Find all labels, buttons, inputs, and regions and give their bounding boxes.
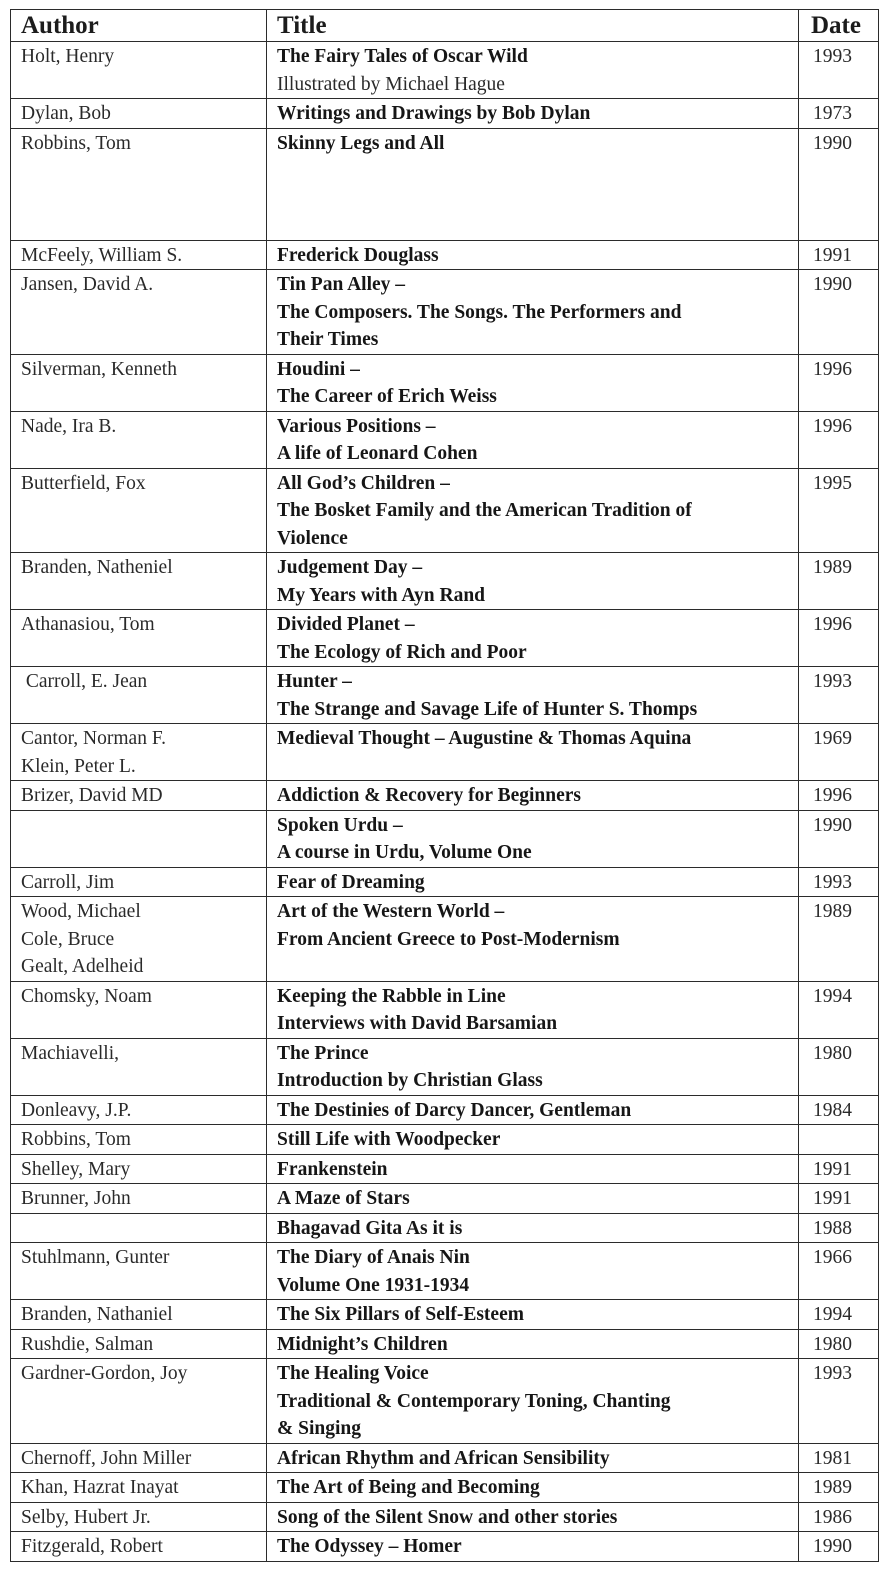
date-cell: 1991 xyxy=(799,1184,879,1214)
table-row xyxy=(11,1300,879,1330)
author-name: Robbins, Tom xyxy=(21,1129,131,1150)
title-cell xyxy=(267,1213,799,1243)
book-title: The Destinies of Darcy Dancer, Gentleman xyxy=(277,1099,632,1121)
author-cell xyxy=(11,354,267,411)
author-cell xyxy=(11,1038,267,1095)
author-name: Selby, Hubert Jr. xyxy=(21,1506,151,1528)
author-name: Cole, Bruce xyxy=(21,928,115,950)
book-title: The Prince xyxy=(277,1042,369,1064)
book-title: Judgement Day – xyxy=(277,557,423,578)
table-row xyxy=(11,1443,879,1473)
title-cell xyxy=(267,1443,799,1473)
title-cell xyxy=(267,1329,799,1359)
book-title: African Rhythm and African Sensibility xyxy=(277,1447,610,1469)
table-row xyxy=(11,724,879,781)
table-row xyxy=(11,1038,879,1095)
date-cell: 1996 xyxy=(799,781,879,811)
date-cell: 1989 xyxy=(799,897,879,982)
book-subtitle: The Strange and Savage Life of Hunter S. Thomps xyxy=(277,698,698,720)
author-name: Donleavy, J.P. xyxy=(21,1099,132,1121)
header-row xyxy=(11,10,879,42)
author-name: Butterfield, Fox xyxy=(21,472,146,494)
author-cell xyxy=(11,724,267,781)
title-cell xyxy=(267,810,799,867)
table-row xyxy=(11,354,879,411)
book-title: Keeping the Rabble in Line xyxy=(277,985,506,1007)
title-cell xyxy=(267,128,799,240)
author-name: Jansen, David A. xyxy=(21,274,154,295)
title-cell xyxy=(267,724,799,781)
book-subtitle: A life of Leonard Cohen xyxy=(277,443,478,464)
date-cell xyxy=(799,1125,879,1155)
date-cell: 1995 xyxy=(799,468,879,553)
book-subtitle: The Bosket Family and the American Tradition of xyxy=(277,500,692,521)
book-subtitle: Introduction by Christian Glass xyxy=(277,1070,543,1091)
book-title: Still Life with Woodpecker xyxy=(277,1129,501,1150)
title-cell xyxy=(267,354,799,411)
date-cell: 1994 xyxy=(799,981,879,1038)
author-name: McFeely, William S. xyxy=(21,244,183,266)
author-cell xyxy=(11,1329,267,1359)
author-name: Chernoff, John Miller xyxy=(21,1447,192,1469)
date-cell: 1973 xyxy=(799,99,879,129)
table-row xyxy=(11,1095,879,1125)
book-title: Houdini – xyxy=(277,358,360,380)
author-name: Fitzgerald, Robert xyxy=(21,1536,163,1557)
book-title: Fear of Dreaming xyxy=(277,871,425,893)
author-cell xyxy=(11,42,267,99)
table-row xyxy=(11,1359,879,1444)
book-title: Spoken Urdu – xyxy=(277,814,403,836)
date-column-header: Date xyxy=(799,10,879,42)
table-row xyxy=(11,867,879,897)
author-name: Shelley, Mary xyxy=(21,1158,131,1180)
author-name: Gardner-Gordon, Joy xyxy=(21,1363,188,1384)
title-cell xyxy=(267,897,799,982)
table-row xyxy=(11,1213,879,1243)
title-cell xyxy=(267,1473,799,1503)
table-row xyxy=(11,468,879,553)
table-row xyxy=(11,1473,879,1503)
author-name: Dylan, Bob xyxy=(21,103,111,124)
author-cell xyxy=(11,610,267,667)
author-name: Brizer, David MD xyxy=(21,785,163,806)
title-cell xyxy=(267,553,799,610)
date-cell: 1990 xyxy=(799,810,879,867)
book-title: Tin Pan Alley – xyxy=(277,274,406,295)
table-row xyxy=(11,1154,879,1184)
table-body xyxy=(11,42,879,1562)
date-cell: 1991 xyxy=(799,1154,879,1184)
book-list-table xyxy=(10,9,879,1562)
book-subtitle: A course in Urdu, Volume One xyxy=(277,842,532,863)
author-cell xyxy=(11,553,267,610)
book-title: Medieval Thought – Augustine & Thomas Aquina xyxy=(277,728,692,749)
book-subtitle: The Ecology of Rich and Poor xyxy=(277,641,527,663)
title-cell xyxy=(267,1184,799,1214)
table-row xyxy=(11,897,879,982)
book-subtitle: The Career of Erich Weiss xyxy=(277,386,497,407)
author-cell xyxy=(11,1125,267,1155)
date-cell: 1966 xyxy=(799,1243,879,1300)
author-cell xyxy=(11,1154,267,1184)
author-name: Klein, Peter L. xyxy=(21,755,136,777)
book-title: Hunter – xyxy=(277,671,352,692)
table-row xyxy=(11,981,879,1038)
author-cell xyxy=(11,1300,267,1330)
title-cell xyxy=(267,1038,799,1095)
title-cell xyxy=(267,1125,799,1155)
book-subtitle: The Composers. The Songs. The Performers and xyxy=(277,301,682,323)
date-cell: 1993 xyxy=(799,1359,879,1444)
author-name: Brunner, John xyxy=(21,1188,131,1209)
author-cell xyxy=(11,897,267,982)
author-name: Branden, Natheniel xyxy=(21,557,173,578)
book-title: Divided Planet – xyxy=(277,614,415,635)
author-cell xyxy=(11,270,267,355)
date-cell: 1981 xyxy=(799,1443,879,1473)
book-title: The Diary of Anais Nin xyxy=(277,1247,470,1268)
date-cell: 1989 xyxy=(799,553,879,610)
table-row xyxy=(11,1532,879,1562)
table-row xyxy=(11,1125,879,1155)
table-row xyxy=(11,667,879,724)
date-cell: 1990 xyxy=(799,128,879,240)
author-cell xyxy=(11,1243,267,1300)
title-cell xyxy=(267,1243,799,1300)
date-cell: 1990 xyxy=(799,270,879,355)
author-cell xyxy=(11,1359,267,1444)
author-name: Branden, Nathaniel xyxy=(21,1304,173,1325)
illustrator-note: Illustrated by Michael Hague xyxy=(277,73,505,95)
author-cell xyxy=(11,867,267,897)
author-cell xyxy=(11,128,267,240)
author-name: Wood, Michael xyxy=(21,901,141,922)
date-cell: 1991 xyxy=(799,240,879,270)
date-cell: 1996 xyxy=(799,411,879,468)
table-row xyxy=(11,1329,879,1359)
author-name: Gealt, Adelheid xyxy=(21,956,144,977)
title-cell xyxy=(267,99,799,129)
author-column-header: Author xyxy=(11,10,267,42)
author-cell xyxy=(11,240,267,270)
date-cell: 1996 xyxy=(799,354,879,411)
title-cell xyxy=(267,1359,799,1444)
book-title: The Fairy Tales of Oscar Wild xyxy=(277,46,528,67)
author-name: Khan, Hazrat Inayat xyxy=(21,1477,179,1498)
table-row xyxy=(11,42,879,99)
author-name: Machiavelli, xyxy=(21,1042,120,1064)
book-title: Midnight’s Children xyxy=(277,1333,448,1355)
author-name: Chomsky, Noam xyxy=(21,985,152,1007)
date-cell: 1989 xyxy=(799,1473,879,1503)
table-row xyxy=(11,1243,879,1300)
date-cell: 1996 xyxy=(799,610,879,667)
author-cell xyxy=(11,468,267,553)
book-subtitle: From Ancient Greece to Post-Modernism xyxy=(277,928,620,950)
table-row xyxy=(11,270,879,355)
title-cell xyxy=(267,411,799,468)
book-title: Various Positions – xyxy=(277,415,436,437)
date-cell: 1994 xyxy=(799,1300,879,1330)
author-name: Holt, Henry xyxy=(21,46,115,67)
date-cell: 1980 xyxy=(799,1038,879,1095)
book-title: Addiction & Recovery for Beginners xyxy=(277,785,582,806)
date-cell: 1969 xyxy=(799,724,879,781)
title-cell xyxy=(267,867,799,897)
author-cell xyxy=(11,810,267,867)
author-name: Carroll, Jim xyxy=(21,871,115,893)
author-name: Rushdie, Salman xyxy=(21,1333,154,1355)
author-name: Nade, Ira B. xyxy=(21,415,117,437)
title-cell xyxy=(267,781,799,811)
table-row xyxy=(11,810,879,867)
title-cell xyxy=(267,610,799,667)
author-name: Athanasiou, Tom xyxy=(21,614,155,635)
book-title: The Odyssey – Homer xyxy=(277,1536,462,1557)
author-cell xyxy=(11,1184,267,1214)
book-title: Frederick Douglass xyxy=(277,244,439,266)
book-title: All God’s Children – xyxy=(277,472,450,494)
table-row xyxy=(11,99,879,129)
book-subtitle: & Singing xyxy=(277,1418,361,1439)
book-subtitle: Their Times xyxy=(277,329,379,350)
author-name: Carroll, E. Jean xyxy=(21,671,148,692)
author-name: Cantor, Norman F. xyxy=(21,728,166,749)
author-cell xyxy=(11,411,267,468)
author-cell xyxy=(11,781,267,811)
author-name: Silverman, Kenneth xyxy=(21,358,177,380)
book-title: A Maze of Stars xyxy=(277,1188,410,1209)
author-cell xyxy=(11,1213,267,1243)
title-cell xyxy=(267,981,799,1038)
table-row xyxy=(11,128,879,240)
table-row xyxy=(11,1502,879,1532)
table-row xyxy=(11,610,879,667)
book-title: Song of the Silent Snow and other stories xyxy=(277,1506,618,1528)
date-cell: 1980 xyxy=(799,1329,879,1359)
date-cell: 1993 xyxy=(799,867,879,897)
date-cell: 1986 xyxy=(799,1502,879,1532)
table-header xyxy=(11,10,879,42)
book-title: The Six Pillars of Self-Esteem xyxy=(277,1304,524,1325)
table-row xyxy=(11,240,879,270)
book-title: The Healing Voice xyxy=(277,1363,429,1384)
title-cell xyxy=(267,1095,799,1125)
book-subtitle: My Years with Ayn Rand xyxy=(277,584,486,606)
book-subtitle: Traditional & Contemporary Toning, Chanting xyxy=(277,1390,671,1412)
date-cell: 1993 xyxy=(799,42,879,99)
author-cell xyxy=(11,1443,267,1473)
author-name: Robbins, Tom xyxy=(21,132,131,154)
author-cell xyxy=(11,1095,267,1125)
table-row xyxy=(11,781,879,811)
date-cell: 1984 xyxy=(799,1095,879,1125)
title-cell xyxy=(267,1532,799,1562)
title-cell xyxy=(267,270,799,355)
book-title: Bhagavad Gita As it is xyxy=(277,1217,463,1239)
author-cell xyxy=(11,99,267,129)
book-title: Art of the Western World – xyxy=(277,901,505,922)
title-cell xyxy=(267,42,799,99)
date-cell: 1988 xyxy=(799,1213,879,1243)
book-title: The Art of Being and Becoming xyxy=(277,1477,540,1498)
title-cell xyxy=(267,1154,799,1184)
author-cell xyxy=(11,1502,267,1532)
book-subtitle: Volume One 1931-1934 xyxy=(277,1274,470,1296)
author-name: Stuhlmann, Gunter xyxy=(21,1247,170,1268)
title-cell xyxy=(267,667,799,724)
title-cell xyxy=(267,1300,799,1330)
author-cell xyxy=(11,1473,267,1503)
table-row xyxy=(11,411,879,468)
book-title: Writings and Drawings by Bob Dylan xyxy=(277,103,591,124)
title-cell xyxy=(267,1502,799,1532)
book-subtitle: Violence xyxy=(277,527,348,549)
author-cell xyxy=(11,981,267,1038)
title-cell xyxy=(267,240,799,270)
book-title: Frankenstein xyxy=(277,1158,388,1180)
table-row xyxy=(11,1184,879,1214)
author-cell xyxy=(11,667,267,724)
author-cell xyxy=(11,1532,267,1562)
date-cell: 1993 xyxy=(799,667,879,724)
book-title: Skinny Legs and All xyxy=(277,132,445,154)
title-cell xyxy=(267,468,799,553)
table-row xyxy=(11,553,879,610)
title-column-header: Title xyxy=(267,10,799,42)
date-cell: 1990 xyxy=(799,1532,879,1562)
book-subtitle: Interviews with David Barsamian xyxy=(277,1013,558,1034)
